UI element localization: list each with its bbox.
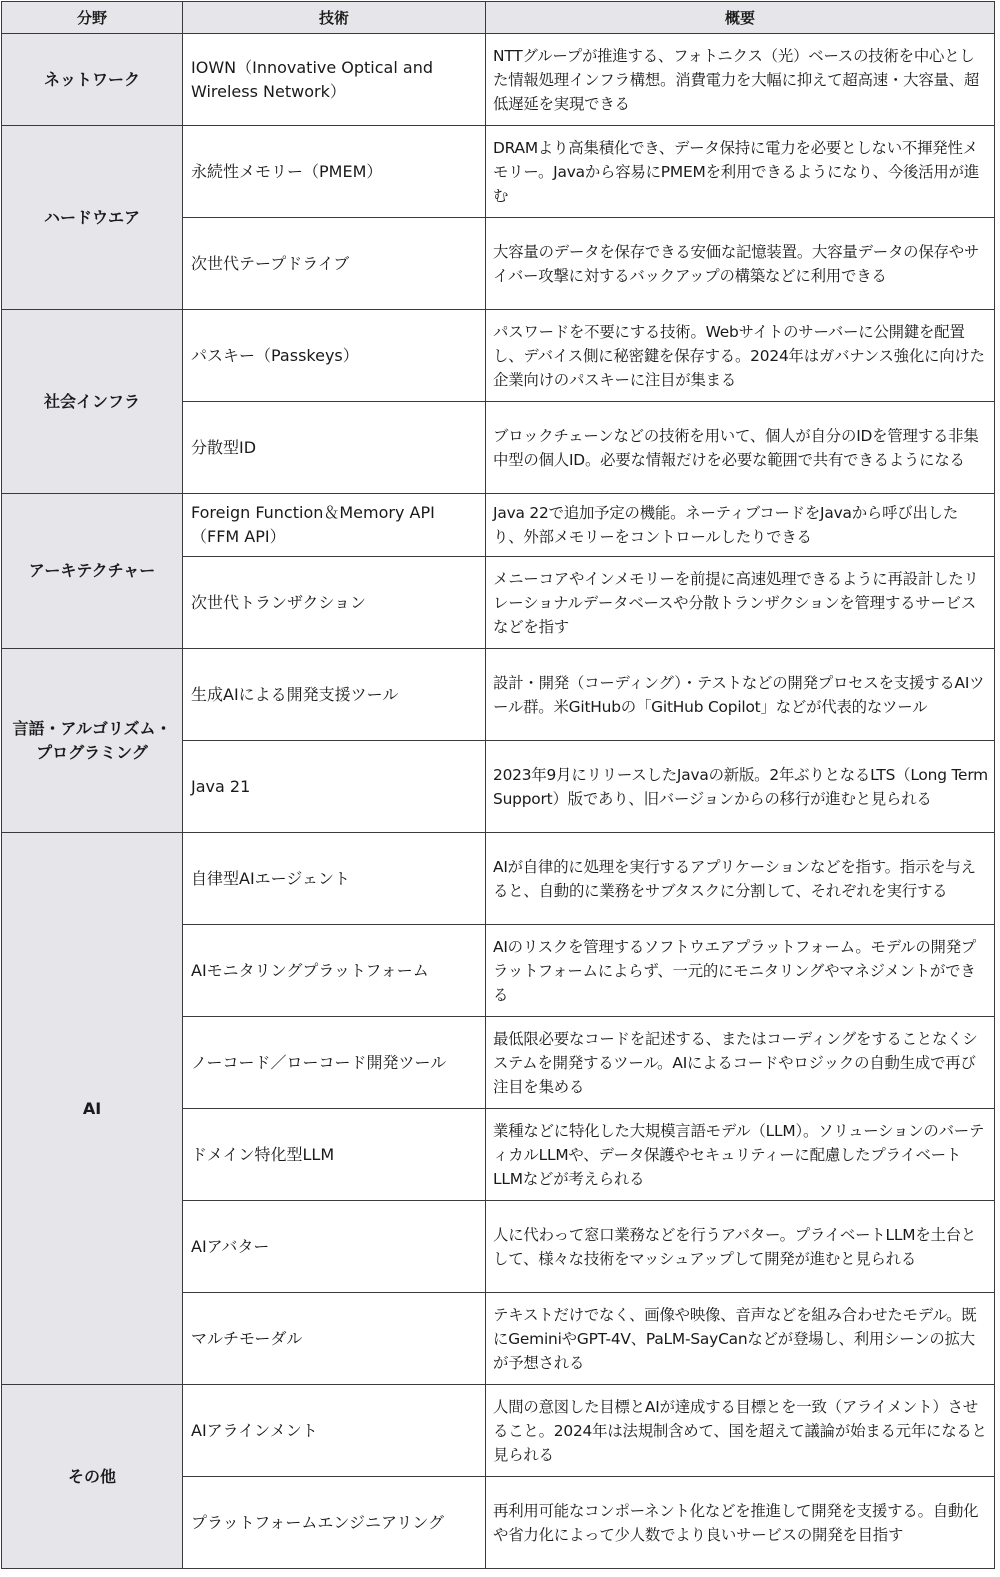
field-cell-other: その他	[2, 1385, 183, 1569]
tech-cell: 永続性メモリー（PMEM）	[183, 126, 486, 218]
tech-cell: 自律型AIエージェント	[183, 833, 486, 925]
tech-cell: IOWN（Innovative Optical and Wireless Network）	[183, 34, 486, 126]
tech-cell: AIアバター	[183, 1201, 486, 1293]
technology-table	[1, 1, 995, 1569]
summary-cell: DRAMより高集積化でき、データ保持に電力を必要としない不揮発性メモリー。Javaから容易にPMEMを利用できるようになり、今後活用が進む	[486, 126, 995, 218]
summary-cell: 設計・開発（コーディング）・テストなどの開発プロセスを支援するAIツール群。米GitHubの「GitHub Copilot」などが代表的なツール	[486, 649, 995, 741]
tech-cell: プラットフォームエンジニアリング	[183, 1477, 486, 1569]
summary-cell: メニーコアやインメモリーを前提に高速処理できるように再設計したリレーショナルデータベースや分散トランザクションを管理するサービスなどを指す	[486, 557, 995, 649]
field-cell-ai: AI	[2, 833, 183, 1385]
tech-cell: 次世代トランザクション	[183, 557, 486, 649]
table-row	[2, 494, 995, 557]
tech-cell: Java 21	[183, 741, 486, 833]
header-row	[2, 2, 995, 34]
summary-cell: AIが自律的に処理を実行するアプリケーションなどを指す。指示を与えると、自動的に業務をサブタスクに分割して、それぞれを実行する	[486, 833, 995, 925]
tech-cell: ドメイン特化型LLM	[183, 1109, 486, 1201]
summary-cell: 2023年9月にリリースしたJavaの新版。2年ぶりとなるLTS（Long Term Support）版であり、旧バージョンからの移行が進むと見られる	[486, 741, 995, 833]
summary-cell: テキストだけでなく、画像や映像、音声などを組み合わせたモデル。既にGeminiやGPT-4V、PaLM-SayCanなどが登場し、利用シーンの拡大が予想される	[486, 1293, 995, 1385]
tech-cell: 分散型ID	[183, 402, 486, 494]
header-field: 分野	[2, 2, 183, 34]
field-cell-social-infra: 社会インフラ	[2, 310, 183, 494]
summary-cell: 業種などに特化した大規模言語モデル（LLM）。ソリューションのバーティカルLLMや、データ保護やセキュリティーに配慮したプライベートLLMなどが考えられる	[486, 1109, 995, 1201]
field-cell-hardware: ハードウエア	[2, 126, 183, 310]
table-row	[2, 126, 995, 218]
summary-cell: Java 22で追加予定の機能。ネーティブコードをJavaから呼び出したり、外部メモリーをコントロールしたりできる	[486, 494, 995, 557]
table-row	[2, 649, 995, 741]
tech-cell: 生成AIによる開発支援ツール	[183, 649, 486, 741]
tech-cell: パスキー（Passkeys）	[183, 310, 486, 402]
tech-cell: Foreign Function＆Memory API（FFM API）	[183, 494, 486, 557]
tech-cell: AIアラインメント	[183, 1385, 486, 1477]
tech-cell: マルチモーダル	[183, 1293, 486, 1385]
table-row	[2, 310, 995, 402]
table-row	[2, 34, 995, 126]
tech-cell: 次世代テープドライブ	[183, 218, 486, 310]
summary-cell: 最低限必要なコードを記述する、またはコーディングをすることなくシステムを開発するツール。AIによるコードやロジックの自動生成で再び注目を集める	[486, 1017, 995, 1109]
summary-cell: 人に代わって窓口業務などを行うアバター。プライベートLLMを土台として、様々な技術をマッシュアップして開発が進むと見られる	[486, 1201, 995, 1293]
summary-cell: ブロックチェーンなどの技術を用いて、個人が自分のIDを管理する非集中型の個人ID。必要な情報だけを必要な範囲で共有できるようになる	[486, 402, 995, 494]
field-cell-network: ネットワーク	[2, 34, 183, 126]
tech-cell: AIモニタリングプラットフォーム	[183, 925, 486, 1017]
field-cell-languages: 言語・アルゴリズム・プログラミング	[2, 649, 183, 833]
table-row	[2, 1385, 995, 1477]
header-summary: 概要	[486, 2, 995, 34]
summary-cell: 大容量のデータを保存できる安価な記憶装置。大容量データの保存やサイバー攻撃に対するバックアップの構築などに利用できる	[486, 218, 995, 310]
summary-cell: 人間の意図した目標とAIが達成する目標とを一致（アライメント）させること。2024年は法規制含めて、国を超えて議論が始まる元年になると見られる	[486, 1385, 995, 1477]
header-technology: 技術	[183, 2, 486, 34]
summary-cell: AIのリスクを管理するソフトウエアプラットフォーム。モデルの開発プラットフォームによらず、一元的にモニタリングやマネジメントができる	[486, 925, 995, 1017]
summary-cell: パスワードを不要にする技術。Webサイトのサーバーに公開鍵を配置し、デバイス側に秘密鍵を保存する。2024年はガバナンス強化に向けた企業向けのパスキーに注目が集まる	[486, 310, 995, 402]
summary-cell: 再利用可能なコンポーネント化などを推進して開発を支援する。自動化や省力化によって少人数でより良いサービスの開発を目指す	[486, 1477, 995, 1569]
field-cell-architecture: アーキテクチャー	[2, 494, 183, 649]
summary-cell: NTTグループが推進する、フォトニクス（光）ベースの技術を中心とした情報処理インフラ構想。消費電力を大幅に抑えて超高速・大容量、超低遅延を実現できる	[486, 34, 995, 126]
tech-cell: ノーコード／ローコード開発ツール	[183, 1017, 486, 1109]
table-row	[2, 833, 995, 925]
